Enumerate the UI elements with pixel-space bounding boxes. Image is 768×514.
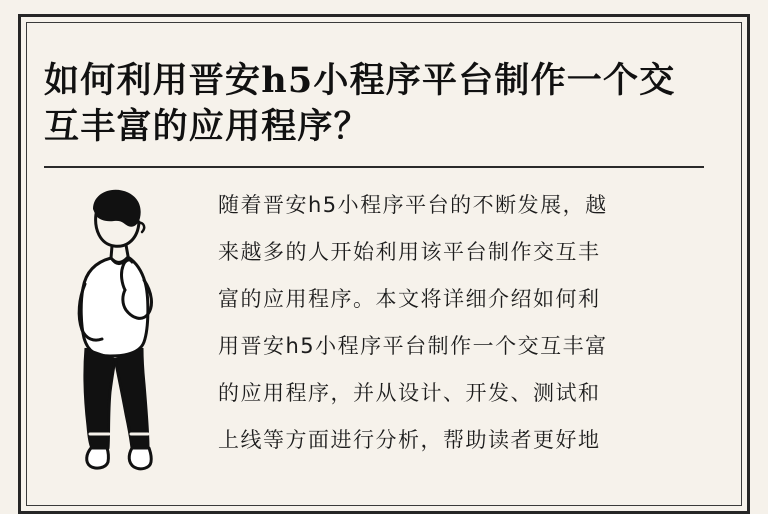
body-line-5: 的应用程序，并从设计、开发、测试和 xyxy=(218,381,601,405)
body-line-1: 随着晋安h5小程序平台的不断发展，越 xyxy=(218,193,608,217)
body-line-3: 富的应用程序。本文将详细介绍如何利 xyxy=(218,287,601,311)
page-title xyxy=(44,58,728,150)
title-divider xyxy=(44,166,704,168)
title-line-2: 互丰富的应用程序？ xyxy=(44,106,370,147)
body-line-4: 用晋安h5小程序平台制作一个交互丰富 xyxy=(218,334,608,358)
body-line-2: 来越多的人开始利用该平台制作交互丰 xyxy=(218,240,601,264)
title-line-1: 如何利用晋安h5小程序平台制作一个交 xyxy=(44,60,676,101)
body-line-6: 上线等方面进行分析，帮助读者更好地 xyxy=(218,428,601,452)
article-body xyxy=(218,182,730,464)
standing-person-illustration xyxy=(52,176,202,476)
